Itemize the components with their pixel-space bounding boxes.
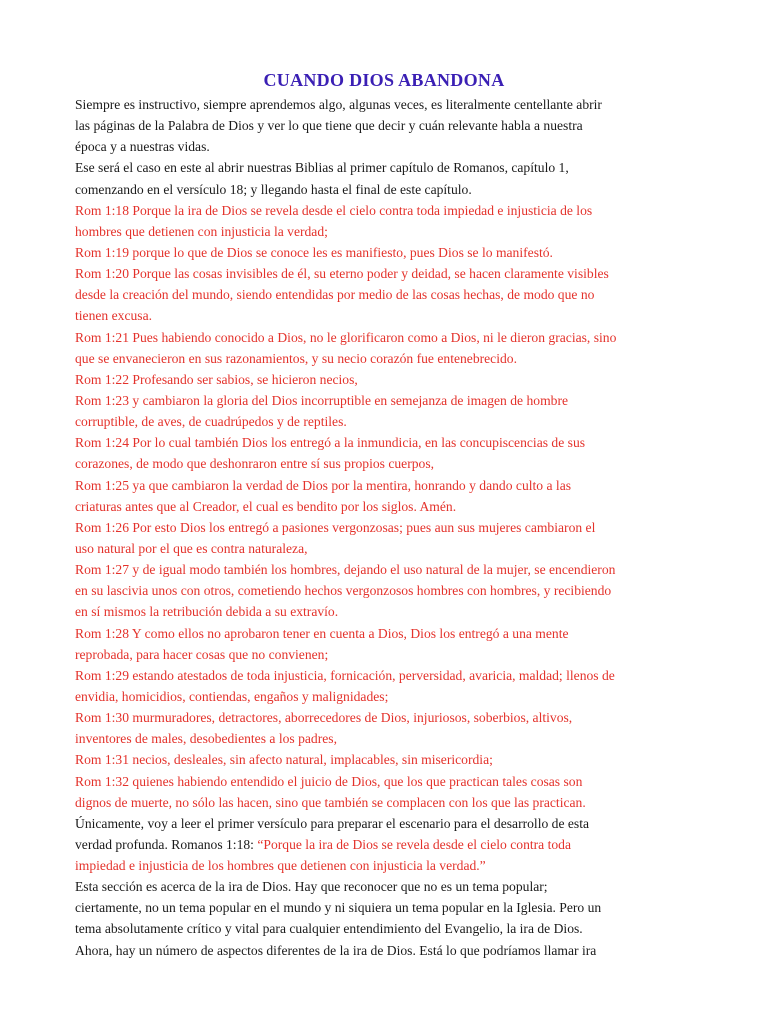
text-line xyxy=(75,580,693,601)
text-line xyxy=(75,538,693,559)
text-line xyxy=(75,221,693,242)
text-line xyxy=(75,179,693,200)
text-line xyxy=(75,644,693,665)
line-quote-text: “Porque la ira de Dios se revela desde el cielo contra toda xyxy=(257,836,572,852)
text-line xyxy=(75,686,693,707)
text-line xyxy=(75,348,693,369)
document-body xyxy=(75,94,693,961)
text-line xyxy=(75,940,693,961)
line-text: hombres que detienen con injusticia la verdad; xyxy=(75,223,328,239)
text-line xyxy=(75,728,693,749)
line-text: Ese será el caso en este al abrir nuestras Biblias al primer capítulo de Romanos, capítulo 1, xyxy=(75,160,569,176)
line-text: Rom 1:22 Profesando ser sabios, se hicieron necios, xyxy=(75,371,358,387)
line-text: época y a nuestras vidas. xyxy=(75,139,210,155)
text-line xyxy=(75,771,693,792)
line-text: ciertamente, no un tema popular en el mundo y ni siquiera un tema popular en la Iglesia. Pero un xyxy=(75,900,602,916)
text-line xyxy=(75,136,693,157)
line-text: Rom 1:19 porque lo que de Dios se conoce les es manifiesto, pues Dios se lo manifestó. xyxy=(75,244,553,260)
line-text: corruptible, de aves, de cuadrúpedos y de reptiles. xyxy=(75,414,347,430)
line-text: en su lascivia unos con otros, cometiendo hechos vergonzosos hombres con hombres, y recibiendo xyxy=(75,583,612,599)
text-line xyxy=(75,623,693,644)
line-text: las páginas de la Palabra de Dios y ver lo que tiene que decir y cuán relevante habla a nuestra xyxy=(75,118,583,134)
line-text: en sí mismos la retribución debida a su extravío. xyxy=(75,604,339,620)
text-line xyxy=(75,601,693,622)
line-text: inventores de males, desobedientes a los padres, xyxy=(75,731,337,747)
text-line xyxy=(75,496,693,517)
line-text: tienen excusa. xyxy=(75,308,152,324)
text-line xyxy=(75,411,693,432)
line-text: comenzando en el versículo 18; y llegando hasta el final de este capítulo. xyxy=(75,181,472,197)
document-title: CUANDO DIOS ABANDONA xyxy=(263,70,505,90)
text-line xyxy=(75,665,693,686)
text-line xyxy=(75,200,693,221)
text-line xyxy=(75,749,693,770)
text-line xyxy=(75,453,693,474)
line-text: Rom 1:27 y de igual modo también los hombres, dejando el uso natural de la mujer, se encendieron xyxy=(75,562,616,578)
line-text: uso natural por el que es contra naturaleza, xyxy=(75,540,308,556)
text-line xyxy=(75,369,693,390)
line-text: criaturas antes que al Creador, el cual es bendito por los siglos. Amén. xyxy=(75,498,457,514)
text-line xyxy=(75,792,693,813)
line-text: Rom 1:24 Por lo cual también Dios los entregó a la inmundicia, en las concupiscencias de sus xyxy=(75,435,586,451)
text-line xyxy=(75,475,693,496)
text-line xyxy=(75,94,693,115)
text-line xyxy=(75,327,693,348)
text-line xyxy=(75,517,693,538)
text-line xyxy=(75,305,693,326)
line-text: corazones, de modo que deshonraron entre sí sus propios cuerpos, xyxy=(75,456,435,472)
line-text: Rom 1:30 murmuradores, detractores, aborrecedores de Dios, injuriosos, soberbios, altivos, xyxy=(75,710,573,726)
text-line xyxy=(75,707,693,728)
line-text: Únicamente, voy a leer el primer versículo para preparar el escenario para el desarrollo de esta xyxy=(75,815,590,831)
line-text: impiedad e injusticia de los hombres que detienen con injusticia la verdad.” xyxy=(75,858,486,874)
text-line xyxy=(75,897,693,918)
line-text: dignos de muerte, no sólo las hacen, sino que también se complacen con los que las practican. xyxy=(75,794,586,810)
text-line xyxy=(75,918,693,939)
text-line xyxy=(75,834,693,855)
line-text: Esta sección es acerca de la ira de Dios. Hay que reconocer que no es un tema popular; xyxy=(75,879,548,895)
text-line xyxy=(75,242,693,263)
line-text: Rom 1:29 estando atestados de toda injusticia, fornicación, perversidad, avaricia, maldad; llenos de xyxy=(75,667,615,683)
line-text: Rom 1:23 y cambiaron la gloria del Dios incorruptible en semejanza de imagen de hombre xyxy=(75,392,568,408)
line-text: Rom 1:31 necios, desleales, sin afecto natural, implacables, sin misericordia; xyxy=(75,752,493,768)
text-line xyxy=(75,432,693,453)
text-line xyxy=(75,876,693,897)
line-text: desde la creación del mundo, siendo entendidas por medio de las cosas hechas, de modo que no xyxy=(75,287,595,303)
line-text: verdad profunda. Romanos 1:18: xyxy=(75,836,258,852)
text-line xyxy=(75,855,693,876)
line-text: Rom 1:28 Y como ellos no aprobaron tener en cuenta a Dios, Dios los entregó a una mente xyxy=(75,625,569,641)
text-line xyxy=(75,559,693,580)
text-line xyxy=(75,284,693,305)
line-text: Rom 1:21 Pues habiendo conocido a Dios, no le glorificaron como a Dios, ni le dieron gracias, sino xyxy=(75,329,617,345)
text-line xyxy=(75,390,693,411)
text-line xyxy=(75,263,693,284)
line-text: Rom 1:26 Por esto Dios los entregó a pasiones vergonzosas; pues aun sus mujeres cambiaron el xyxy=(75,519,596,535)
text-line xyxy=(75,157,693,178)
line-text: Ahora, hay un número de aspectos diferentes de la ira de Dios. Está lo que podríamos llamar ira xyxy=(75,942,597,958)
line-text: Siempre es instructivo, siempre aprendemos algo, algunas veces, es literalmente centellante abrir xyxy=(75,97,602,112)
line-text: reprobada, para hacer cosas que no convienen; xyxy=(75,646,329,662)
line-text: envidia, homicidios, contiendas, engaños y malignidades; xyxy=(75,688,389,704)
line-text: tema absolutamente crítico y vital para cualquier entendimiento del Evangelio, la ira de Dios. xyxy=(75,921,583,937)
line-text: Rom 1:20 Porque las cosas invisibles de él, su eterno poder y deidad, se hacen claramente visibles xyxy=(75,266,609,282)
line-text: Rom 1:25 ya que cambiaron la verdad de Dios por la mentira, honrando y dando culto a las xyxy=(75,477,572,493)
line-text: que se envanecieron en sus razonamientos, y su necio corazón fue entenebrecido. xyxy=(75,350,517,366)
text-line xyxy=(75,115,693,136)
line-text: Rom 1:32 quienes habiendo entendido el juicio de Dios, que los que practican tales cosas son xyxy=(75,773,583,789)
line-text: Rom 1:18 Porque la ira de Dios se revela desde el cielo contra toda impiedad e injusticia de los xyxy=(75,202,593,218)
text-line xyxy=(75,813,693,834)
